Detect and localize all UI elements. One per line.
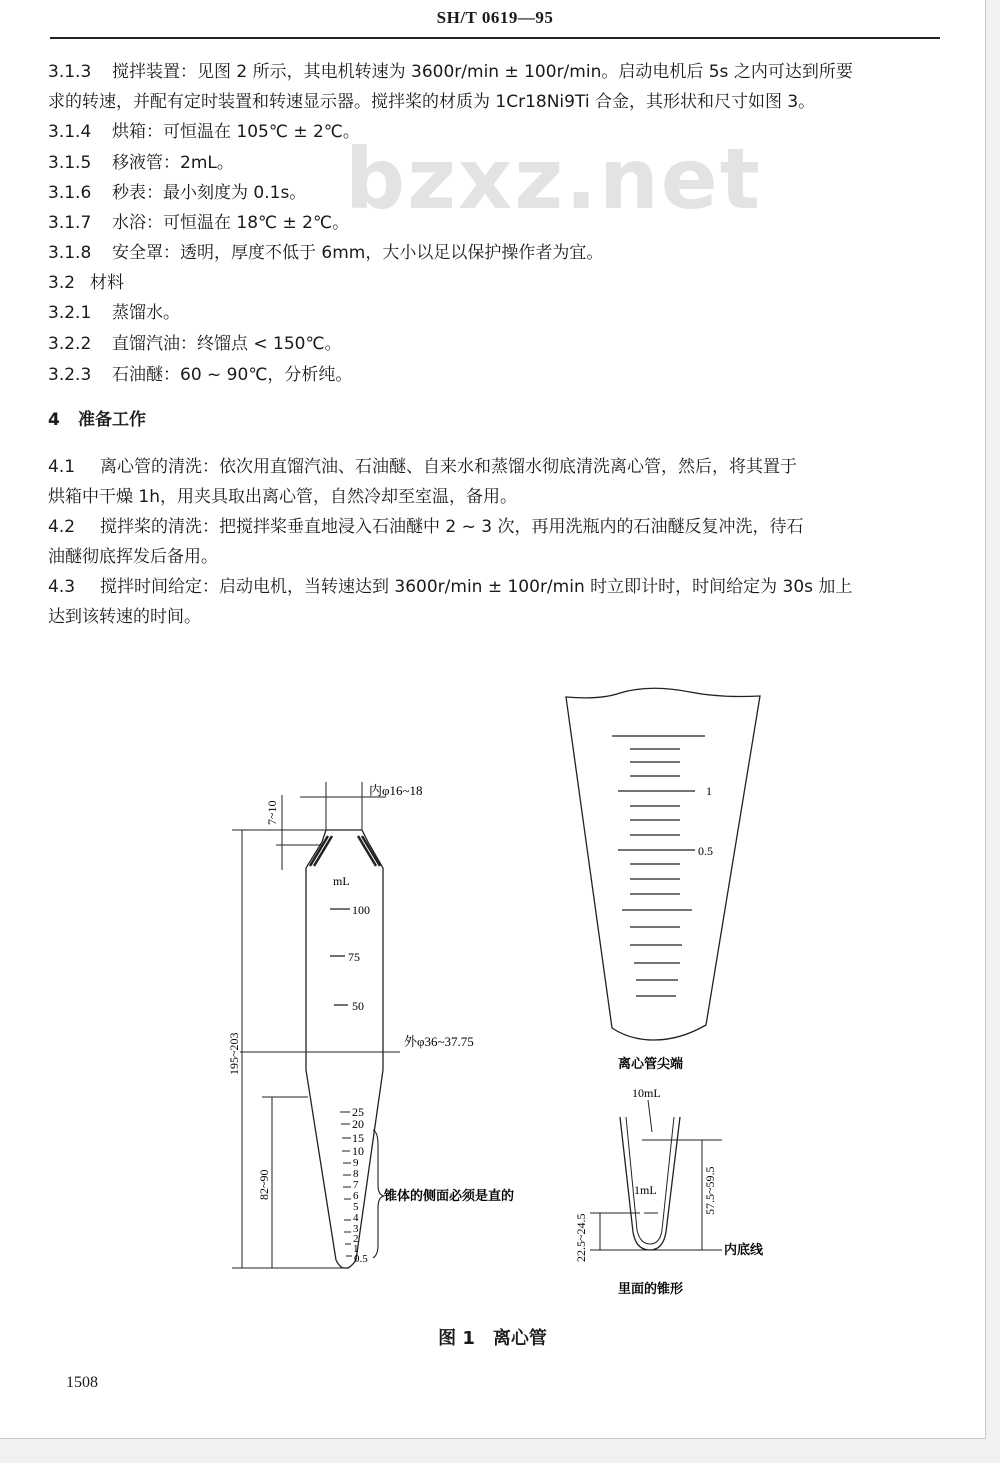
cone-1ml-label: 1mL [634, 1183, 657, 1197]
upper-mark-label: 100 [352, 903, 370, 917]
unit-label: mL [333, 874, 350, 888]
text-line: 3.1.3 搅拌装置：见图 2 所示，其电机转速为 3600r/min ± 100r/min。启动电机后 5s 之内可达到所要 [48, 62, 853, 82]
section-heading: 4 准备工作 [48, 410, 146, 430]
figure-caption: 图 1 离心管 [438, 1328, 547, 1349]
text-line: 3.2.2 直馏汽油：终馏点 < 150℃。 [48, 334, 342, 354]
dim-inner-label: 内φ16~18 [369, 783, 423, 798]
baseline-label: 内底线 [724, 1243, 764, 1258]
text-line: 油醚彻底挥发后备用。 [48, 547, 218, 567]
page-number: 1508 [66, 1374, 98, 1391]
standard-code-header: SH/T 0619—95 [436, 8, 554, 27]
inner-cone-label: 里面的锥形 [618, 1282, 684, 1297]
dim-cone-label: 82~90 [257, 1169, 271, 1200]
tip-mark-label: 0.5 [698, 844, 713, 858]
tip-mark-label: 1 [706, 784, 712, 798]
lower-mark-label: 3 [353, 1223, 359, 1235]
text-line: 3.1.7 水浴：可恒温在 18℃ ± 2℃。 [48, 213, 350, 233]
lower-mark-label: 10 [352, 1144, 364, 1158]
text-line: 3.1.5 移液管：2mL。 [48, 153, 234, 173]
cone-note: 锥体的侧面必须是直的 [384, 1189, 515, 1204]
text-line: 求的转速，并配有定时装置和转速显示器。搅拌桨的材质为 1Cr18Ni9Ti 合金，其形状和尺寸如图 3。 [48, 92, 816, 112]
dim-total-label: 195~203 [227, 1032, 241, 1075]
lower-mark-label: 5 [353, 1201, 359, 1213]
text-line: 3.2 材料 [48, 273, 124, 293]
text-line: 3.1.8 安全罩：透明，厚度不低于 6mm，大小以足以保护操作者为宜。 [48, 243, 604, 263]
upper-mark-label: 75 [348, 950, 360, 964]
cone-10ml-label: 10mL [632, 1086, 661, 1100]
lower-mark-label: 8 [353, 1168, 359, 1180]
lower-mark-label: 15 [352, 1131, 364, 1145]
text-line: 4.1 离心管的清洗：依次用直馏汽油、石油醚、自来水和蒸馏水彻底清洗离心管，然后，将其置于 [48, 457, 797, 477]
lower-mark-label: 4 [353, 1212, 359, 1224]
lower-mark-label: 2 [353, 1233, 359, 1245]
text-line: 3.1.4 烘箱：可恒温在 105℃ ± 2℃。 [48, 122, 360, 142]
dim-top-label: 7~10 [265, 800, 279, 825]
text-line: 4.3 搅拌时间给定：启动电机，当转速达到 3600r/min ± 100r/min 时立即计时，时间给定为 30s 加上 [48, 577, 853, 597]
lower-mark-label: 1 [353, 1243, 359, 1255]
tube-outline [306, 830, 383, 1268]
cone-height-label: 57.5~59.5 [703, 1166, 717, 1215]
text-line: 3.2.1 蒸馏水。 [48, 303, 180, 323]
lower-mark-label: 20 [352, 1117, 364, 1131]
text-line: 烘箱中干燥 1h，用夹具取出离心管，自然冷却至室温，备用。 [48, 487, 517, 507]
text-line: 3.1.6 秒表：最小刻度为 0.1s。 [48, 183, 307, 203]
lower-mark-label: 0.5 [354, 1253, 368, 1265]
lower-mark-label: 7 [353, 1179, 359, 1191]
watermark: bzxz.net [345, 130, 762, 228]
text-line: 3.2.3 石油醚：60 ~ 90℃，分析纯。 [48, 365, 353, 385]
lower-mark-label: 25 [352, 1105, 364, 1119]
lower-mark-label: 6 [353, 1190, 359, 1202]
text-line: 达到该转速的时间。 [48, 607, 201, 627]
cone-bottom-label: 22.5~24.5 [574, 1213, 588, 1262]
lower-mark-label: 9 [353, 1157, 359, 1169]
upper-mark-label: 50 [352, 999, 364, 1013]
text-line: 4.2 搅拌桨的清洗：把搅拌桨垂直地浸入石油醚中 2 ~ 3 次，再用洗瓶内的石油醚反复冲洗，待石 [48, 517, 804, 537]
tube-neck-hatch [310, 836, 380, 866]
dim-outer-label: 外φ36~37.75 [404, 1034, 474, 1049]
tip-label: 离心管尖端 [618, 1057, 684, 1072]
